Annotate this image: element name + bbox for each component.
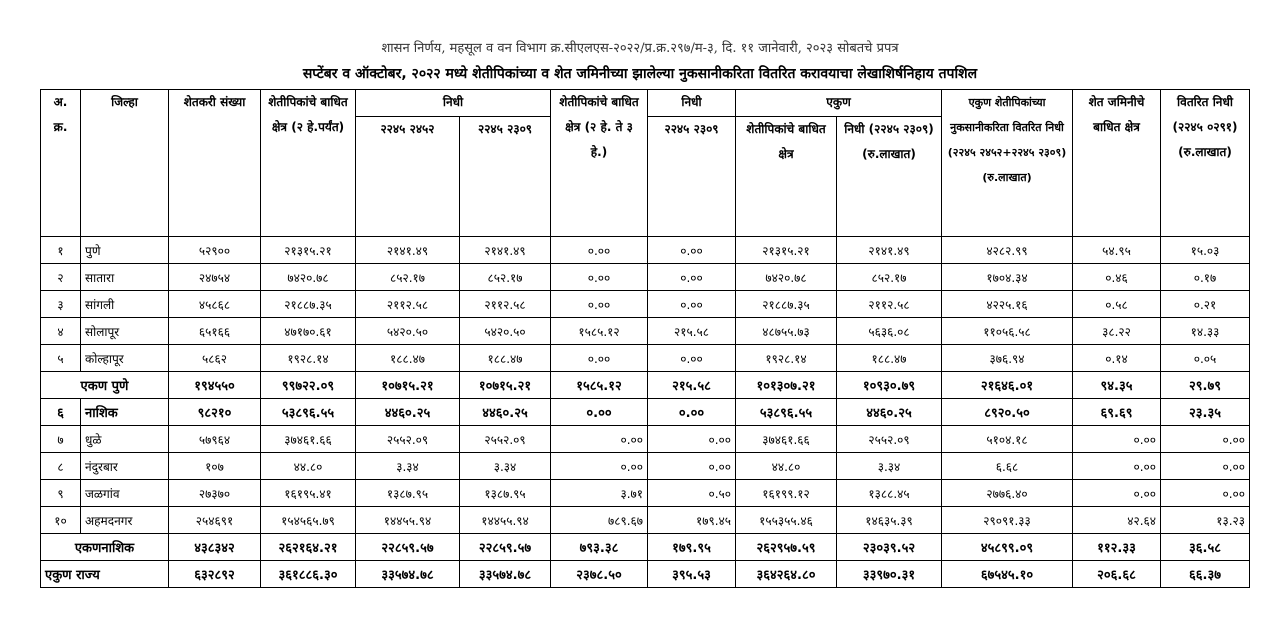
cell-h: ४२२५.१६	[942, 291, 1073, 318]
cell-i: ९४.३५	[1073, 372, 1161, 399]
row-sr: १	[41, 237, 81, 264]
cell-j: २९.७९	[1161, 372, 1250, 399]
cell-b: १४४५५.९४	[356, 507, 460, 534]
table-row	[41, 237, 1250, 264]
cell-i: ५४.९५	[1073, 237, 1161, 264]
col-land-fund: वितरित निधी (२२४५ ०२९१) (रु.लाखात)	[1161, 90, 1250, 237]
row-sr: २	[41, 264, 81, 291]
cell-farmers: ९८२१०	[169, 399, 261, 426]
document-title: सप्टेंबर व ऑक्टोबर, २०२२ मध्ये शेतीपिकांच्या व शेत जमिनीच्या झालेल्या नुकसानीकरिता वितरित करावयाचा लेखाशिर्षनिहाय तपशिल	[302, 66, 978, 82]
cell-a: ४७१७०.६१	[261, 318, 356, 345]
cell-c: ४४६०.२५	[460, 399, 551, 426]
cell-d: ०.००	[551, 426, 648, 453]
cell-g: १८८.४७	[837, 345, 942, 372]
cell-f: २१८८७.३५	[736, 291, 837, 318]
table-row	[41, 480, 1250, 507]
row-district: नाशिक	[81, 399, 169, 426]
cell-g: १४६३५.३९	[837, 507, 942, 534]
row-sr: ४	[41, 318, 81, 345]
col-total-distributed: एकुण शेतीपिकांच्या नुकसानीकरिता वितरित निधी (२२४५ २४५२+२२४५ २३०९) (रु.लाखात)	[942, 90, 1073, 237]
table-row	[41, 453, 1250, 480]
cell-a: ३७४६१.६६	[261, 426, 356, 453]
cell-h: २९०९१.३३	[942, 507, 1073, 534]
cell-c: ८५२.१७	[460, 264, 551, 291]
row-district: अहमदनगर	[81, 507, 169, 534]
cell-d: ०.००	[551, 453, 648, 480]
cell-c: २२८५९.५७	[460, 534, 551, 561]
cell-e: ०.००	[648, 291, 736, 318]
row-district: सांगली	[81, 291, 169, 318]
cell-a: ४४.८०	[261, 453, 356, 480]
cell-farmers: ५७९६४	[169, 426, 261, 453]
col-fund-group: निधी	[356, 90, 551, 117]
cell-d: ०.००	[551, 264, 648, 291]
cell-f: ५३८९६.५५	[736, 399, 837, 426]
cell-j: ०.१७	[1161, 264, 1250, 291]
cell-a: १९२८.१४	[261, 345, 356, 372]
cell-d: १५८५.१२	[551, 318, 648, 345]
document-subtitle: शासन निर्णय, महसूल व वन विभाग क्र.सीएलएस-२०२२/प्र.क्र.२९७/म-३, दि. ११ जानेवारी, २०२३ सोबतचे प्रपत्र	[381, 41, 899, 56]
cell-b: ३३५७४.७८	[356, 561, 460, 588]
row-sr: १०	[41, 507, 81, 534]
cell-a: ९९७२२.०९	[261, 372, 356, 399]
cell-e: ०.००	[648, 345, 736, 372]
cell-b: २१४१.४९	[356, 237, 460, 264]
cell-j: २३.३५	[1161, 399, 1250, 426]
cell-e: ०.००	[648, 453, 736, 480]
cell-j: १४.३३	[1161, 318, 1250, 345]
row-district: सातारा	[81, 264, 169, 291]
col-fund-2309: २२४५ २३०९	[460, 117, 551, 237]
cell-f: २६२९५७.५९	[736, 534, 837, 561]
cell-j: ०.००	[1161, 426, 1250, 453]
cell-b: ४४६०.२५	[356, 399, 460, 426]
table-row	[41, 372, 1250, 399]
row-label: एकणनाशिक	[41, 534, 169, 561]
cell-f: ४४.८०	[736, 453, 837, 480]
cell-farmers: २७३७०	[169, 480, 261, 507]
col-total-area: शेतीपिकांचे बाधित क्षेत्र	[736, 117, 837, 237]
cell-i: ०.५८	[1073, 291, 1161, 318]
cell-i: ०.००	[1073, 453, 1161, 480]
cell-g: ३.३४	[837, 453, 942, 480]
table-row	[41, 318, 1250, 345]
row-district: जळगांव	[81, 480, 169, 507]
row-district: पुणे	[81, 237, 169, 264]
cell-j: १५.०३	[1161, 237, 1250, 264]
cell-h: ११०५६.५८	[942, 318, 1073, 345]
cell-i: ०.००	[1073, 426, 1161, 453]
cell-b: १०७१५.२१	[356, 372, 460, 399]
cell-g: ८५२.१७	[837, 264, 942, 291]
cell-g: २३०३९.५२	[837, 534, 942, 561]
cell-e: १७९.४५	[648, 507, 736, 534]
cell-e: २१५.५८	[648, 318, 736, 345]
cell-b: ३.३४	[356, 453, 460, 480]
cell-j: ०.००	[1161, 453, 1250, 480]
row-district: सोलापूर	[81, 318, 169, 345]
cell-f: ३६४२६४.८०	[736, 561, 837, 588]
cell-g: २५५२.०९	[837, 426, 942, 453]
cell-f: १६१९९.१२	[736, 480, 837, 507]
cell-j: ०.००	[1161, 480, 1250, 507]
cell-e: ०.००	[648, 426, 736, 453]
cell-j: ६६.३७	[1161, 561, 1250, 588]
cell-f: १०१३०७.२१	[736, 372, 837, 399]
cell-h: ५१०४.१८	[942, 426, 1073, 453]
cell-g: १३८८.४५	[837, 480, 942, 507]
cell-i: ०.००	[1073, 480, 1161, 507]
cell-i: ६९.६९	[1073, 399, 1161, 426]
cell-d: ०.००	[551, 399, 648, 426]
col-sr: अ. क्र.	[41, 90, 81, 237]
cell-h: ६.६८	[942, 453, 1073, 480]
cell-g: ३३९७०.३१	[837, 561, 942, 588]
cell-c: ३३५७४.७८	[460, 561, 551, 588]
col-total-fund: निधी (२२४५ २३०९) (रु.लाखात)	[837, 117, 942, 237]
cell-c: २११२.५८	[460, 291, 551, 318]
cell-farmers: ४५८६८	[169, 291, 261, 318]
cell-d: ०.००	[551, 291, 648, 318]
cell-e: ३९५.५३	[648, 561, 736, 588]
cell-j: ०.०५	[1161, 345, 1250, 372]
row-district: धुळे	[81, 426, 169, 453]
cell-g: १०९३०.७९	[837, 372, 942, 399]
cell-i: ०.१४	[1073, 345, 1161, 372]
col-total-group: एकुण	[736, 90, 942, 117]
cell-d: १५८५.१२	[551, 372, 648, 399]
cell-f: ७४२०.७८	[736, 264, 837, 291]
cell-h: ८९२०.५०	[942, 399, 1073, 426]
cell-i: ३८.२२	[1073, 318, 1161, 345]
cell-b: २२८५९.५७	[356, 534, 460, 561]
cell-c: ५४२०.५०	[460, 318, 551, 345]
cell-farmers: ४३८३४२	[169, 534, 261, 561]
cell-j: १३.२३	[1161, 507, 1250, 534]
cell-c: १८८.४७	[460, 345, 551, 372]
cell-farmers: ५२९००	[169, 237, 261, 264]
cell-g: ४४६०.२५	[837, 399, 942, 426]
cell-h: ६७५४५.१०	[942, 561, 1073, 588]
cell-farmers: १०७	[169, 453, 261, 480]
cell-c: ३.३४	[460, 453, 551, 480]
cell-a: १६१९५.४१	[261, 480, 356, 507]
cell-f: ४८७५५.७३	[736, 318, 837, 345]
cell-e: ०.००	[648, 237, 736, 264]
cell-i: ०.४६	[1073, 264, 1161, 291]
cell-a: १५४५६५.७९	[261, 507, 356, 534]
row-sr: ७	[41, 426, 81, 453]
cell-i: ४२.६४	[1073, 507, 1161, 534]
row-sr: ६	[41, 399, 81, 426]
cell-b: १८८.४७	[356, 345, 460, 372]
col-crop-area-2ha: शेतीपिकांचे बाधित क्षेत्र (२ हे.पर्यंत)	[261, 90, 356, 237]
cell-a: २६२१६४.२१	[261, 534, 356, 561]
cell-c: २५५२.०९	[460, 426, 551, 453]
cell-b: ८५२.१७	[356, 264, 460, 291]
cell-farmers: ५८६२	[169, 345, 261, 372]
col-fund2-group: निधी	[648, 90, 736, 117]
cell-farmers: १९४५५०	[169, 372, 261, 399]
col-land-area: शेत जमिनीचे बाधित क्षेत्र	[1073, 90, 1161, 237]
cell-h: ४२८२.९९	[942, 237, 1073, 264]
row-label: एकण पुणे	[41, 372, 169, 399]
table-row	[41, 345, 1250, 372]
cell-i: २०६.६८	[1073, 561, 1161, 588]
col-district: जिल्हा	[81, 90, 169, 237]
cell-a: ७४२०.७८	[261, 264, 356, 291]
cell-d: ०.००	[551, 345, 648, 372]
cell-f: २१३१५.२१	[736, 237, 837, 264]
cell-h: २१६४६.०१	[942, 372, 1073, 399]
cell-d: ७९३.३८	[551, 534, 648, 561]
cell-a: ५३८९६.५५	[261, 399, 356, 426]
table-row	[41, 291, 1250, 318]
row-sr: ८	[41, 453, 81, 480]
cell-d: ७८९.६७	[551, 507, 648, 534]
cell-b: २५५२.०९	[356, 426, 460, 453]
table-row	[41, 264, 1250, 291]
row-sr: ५	[41, 345, 81, 372]
cell-c: २१४१.४९	[460, 237, 551, 264]
cell-j: ३६.५८	[1161, 534, 1250, 561]
cell-i: ११२.३३	[1073, 534, 1161, 561]
cell-h: ३७६.९४	[942, 345, 1073, 372]
cell-e: २१५.५८	[648, 372, 736, 399]
row-sr: ३	[41, 291, 81, 318]
row-district: कोल्हापूर	[81, 345, 169, 372]
cell-farmers: २४७५४	[169, 264, 261, 291]
cell-c: १०७१५.२१	[460, 372, 551, 399]
cell-e: ०.५०	[648, 480, 736, 507]
cell-g: ५६३६.०८	[837, 318, 942, 345]
cell-g: २११२.५८	[837, 291, 942, 318]
cell-h: १७०४.३४	[942, 264, 1073, 291]
cell-c: १४४५५.९४	[460, 507, 551, 534]
row-sr: ९	[41, 480, 81, 507]
cell-a: ३६१८८६.३०	[261, 561, 356, 588]
row-district: नंदुरबार	[81, 453, 169, 480]
col-fund2-2309: २२४५ २३०९	[648, 117, 736, 237]
col-farmers: शेतकरी संख्या	[169, 90, 261, 237]
cell-f: ३७४६१.६६	[736, 426, 837, 453]
cell-e: ०.००	[648, 264, 736, 291]
row-label: एकुण राज्य	[41, 561, 169, 588]
col-crop-area-2-3ha: शेतीपिकांचे बाधित क्षेत्र (२ हे. ते ३ हे.)	[551, 90, 648, 237]
col-fund-2452: २२४५ २४५२	[356, 117, 460, 237]
cell-d: २३७८.५०	[551, 561, 648, 588]
cell-d: ०.००	[551, 237, 648, 264]
cell-h: ४५८९९.०९	[942, 534, 1073, 561]
cell-d: ३.७१	[551, 480, 648, 507]
cell-e: ०.००	[648, 399, 736, 426]
cell-f: १९२८.१४	[736, 345, 837, 372]
table-row	[41, 561, 1250, 588]
table-row	[41, 534, 1250, 561]
cell-j: ०.२१	[1161, 291, 1250, 318]
table-row	[41, 426, 1250, 453]
cell-e: १७९.९५	[648, 534, 736, 561]
cell-b: २११२.५८	[356, 291, 460, 318]
table-row	[41, 507, 1250, 534]
cell-a: २१३१५.२१	[261, 237, 356, 264]
table-row	[41, 399, 1250, 426]
cell-c: १३८७.९५	[460, 480, 551, 507]
allocation-table	[40, 89, 1250, 588]
cell-farmers: ६५१६६	[169, 318, 261, 345]
cell-b: ५४२०.५०	[356, 318, 460, 345]
cell-a: २१८८७.३५	[261, 291, 356, 318]
cell-f: १५५३५५.४६	[736, 507, 837, 534]
cell-farmers: २५४६९१	[169, 507, 261, 534]
cell-h: २७७६.४०	[942, 480, 1073, 507]
cell-b: १३८७.९५	[356, 480, 460, 507]
cell-farmers: ६३२८९२	[169, 561, 261, 588]
cell-g: २१४१.४९	[837, 237, 942, 264]
